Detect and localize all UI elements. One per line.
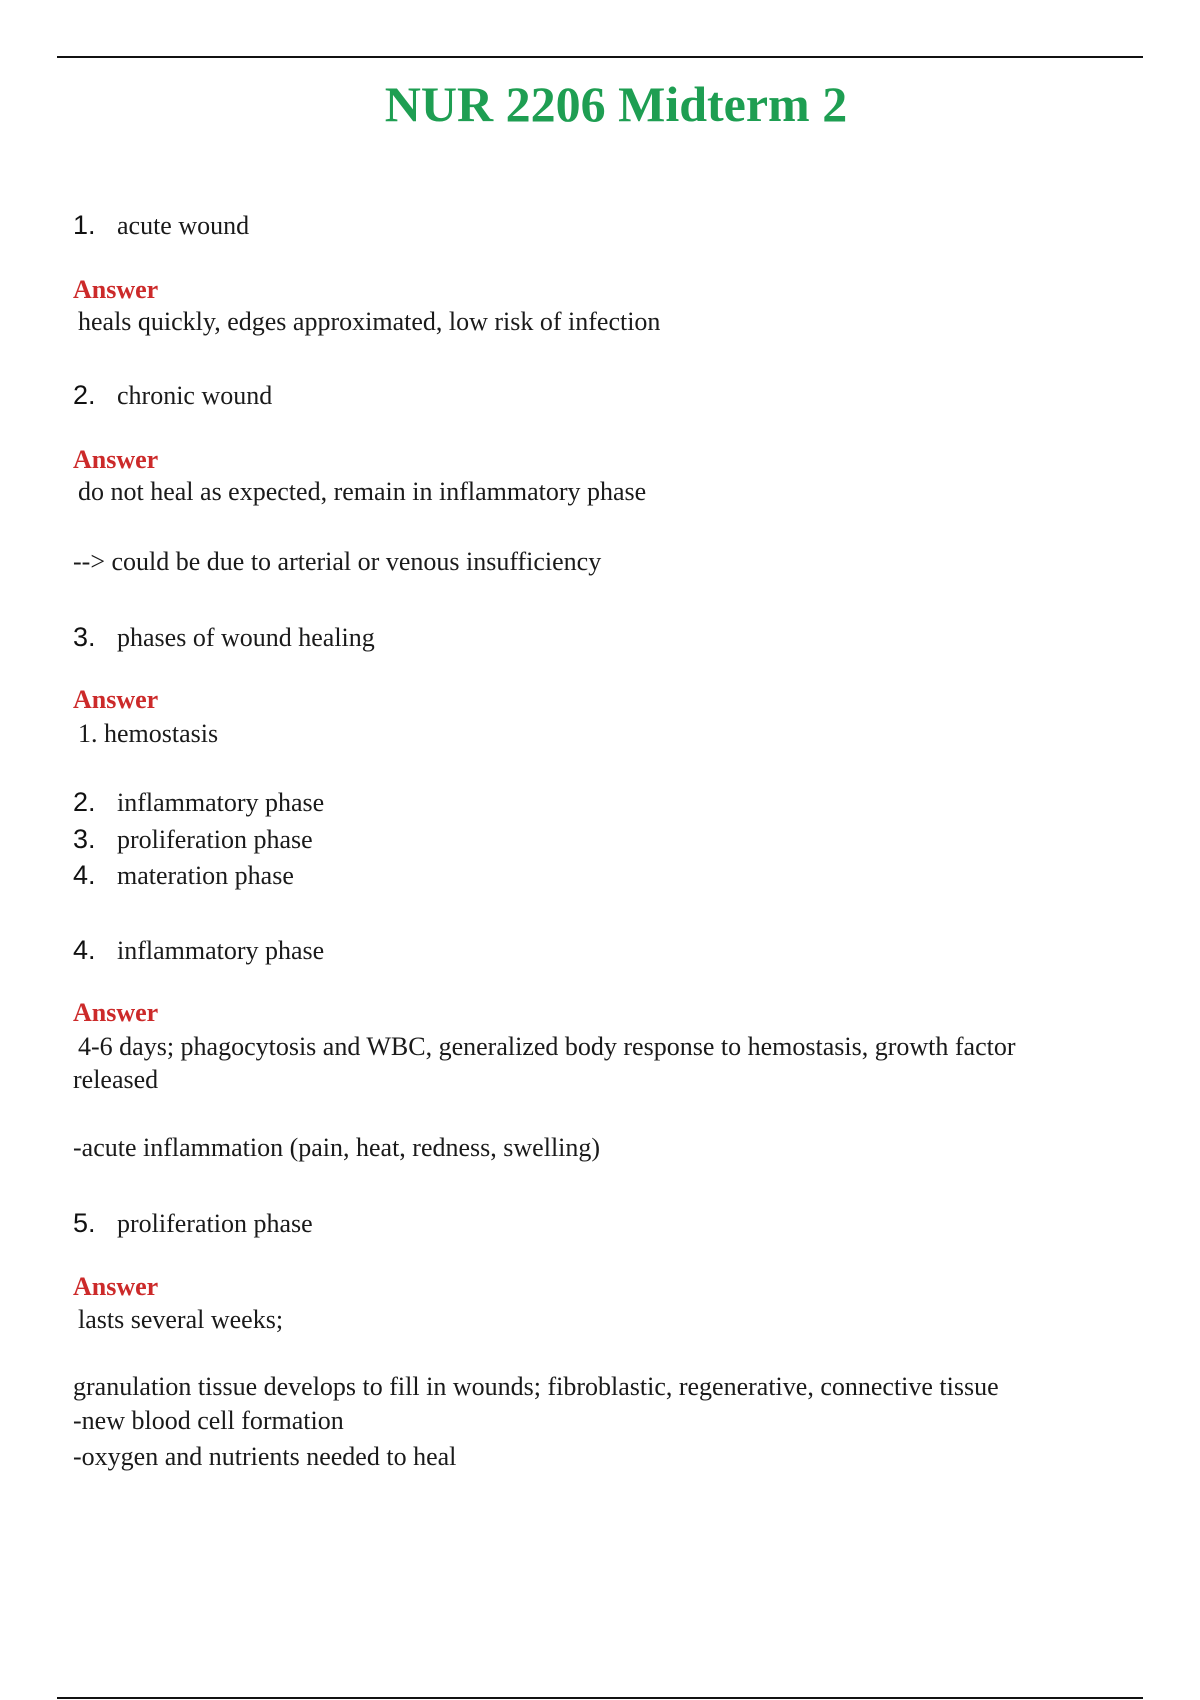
question-4-term: inflammatory phase — [117, 936, 325, 965]
question-1 — [73, 208, 249, 242]
answer-1-label: Answer — [73, 275, 159, 304]
answer-5-text: lasts several weeks; — [78, 1305, 284, 1334]
answer-4-text-line-2: released — [73, 1065, 159, 1094]
document-title: NUR 2206 Midterm 2 — [384, 76, 848, 132]
answer-5-line-2: -new blood cell formation — [73, 1406, 344, 1435]
question-3 — [73, 620, 375, 654]
question-5-number: 5. — [73, 1208, 96, 1238]
list-item-number: 4. — [73, 860, 96, 890]
question-5 — [73, 1206, 313, 1240]
bottom-rule — [57, 1697, 1143, 1699]
answer-2-text: do not heal as expected, remain in inflammatory phase — [78, 477, 647, 506]
list-item-text: proliferation phase — [117, 825, 313, 854]
answer-5-line-1: granulation tissue develops to fill in wounds; fibroblastic, regenerative, connective tissue — [73, 1372, 999, 1401]
answer-3-text: 1. hemostasis — [78, 719, 219, 748]
list-item-number: 2. — [73, 787, 96, 817]
question-2-term: chronic wound — [117, 381, 273, 410]
answer-1-text: heals quickly, edges approximated, low risk of infection — [78, 307, 661, 336]
question-1-number: 1. — [73, 210, 96, 240]
answer-4-text-line-1: 4-6 days; phagocytosis and WBC, generalized body response to hemostasis, growth factor — [78, 1032, 1016, 1061]
question-2-number: 2. — [73, 380, 96, 410]
list-item-text: materation phase — [117, 861, 294, 890]
answer-2-note: --> could be due to arterial or venous insufficiency — [73, 547, 602, 576]
list-item-number: 3. — [73, 824, 96, 854]
answer-5-line-3: -oxygen and nutrients needed to heal — [73, 1442, 457, 1471]
answer-4-label: Answer — [73, 998, 159, 1027]
answer-4-note: -acute inflammation (pain, heat, redness, swelling) — [73, 1133, 601, 1162]
list-item — [73, 785, 324, 819]
question-3-number: 3. — [73, 622, 96, 652]
question-1-term: acute wound — [117, 211, 250, 240]
question-4 — [73, 933, 324, 967]
question-3-term: phases of wound healing — [117, 623, 375, 652]
question-2 — [73, 378, 272, 412]
list-item-text: inflammatory phase — [117, 788, 325, 817]
question-5-term: proliferation phase — [117, 1209, 313, 1238]
list-item — [73, 858, 294, 892]
list-item — [73, 822, 313, 856]
answer-5-label: Answer — [73, 1272, 159, 1301]
answer-3-label: Answer — [73, 685, 159, 714]
question-4-number: 4. — [73, 935, 96, 965]
answer-2-label: Answer — [73, 445, 159, 474]
top-rule — [57, 56, 1143, 58]
